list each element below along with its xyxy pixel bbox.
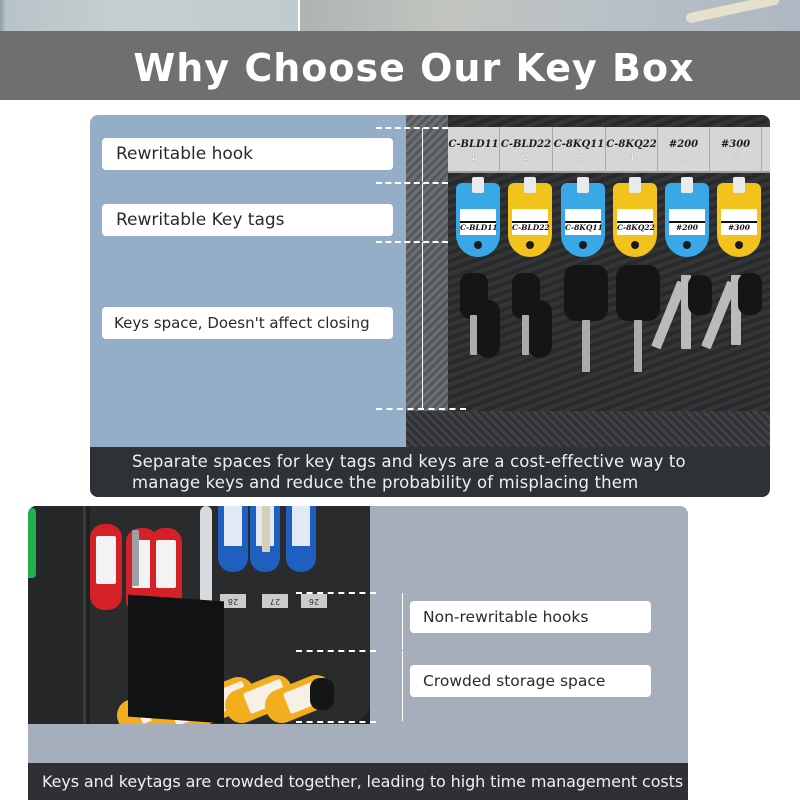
blue-key-tag [286,506,316,572]
dimension-guide [376,127,448,129]
dimension-arrow [402,593,403,650]
key-fob [688,275,712,315]
rewritable-hook-label: Rewritable hook [102,138,393,170]
rail-slot: C-BLD22 2 [500,127,553,173]
divider-flap [128,595,224,724]
dimension-guide [296,650,376,652]
car-key-remote [528,300,552,358]
key-tag: #200 [665,183,709,257]
hook-label-rail [448,127,770,173]
key-tag: C-8KQ11 [561,183,605,257]
our-key-box-card [90,115,770,497]
dimension-guide [376,241,448,243]
room-photo [300,0,800,31]
dimension-guide [296,721,376,723]
rail-slot: C-BLD11 1 [448,127,500,173]
dimension-guide [296,592,376,594]
rail-slot: C-8KQ22 4 [606,127,658,173]
page-title: Why Choose Our Key Box [133,45,695,90]
other-key-box-card [28,506,688,800]
our-box-caption: Separate spaces for key tags and keys are a cost-effective way to manage keys and reduce the probability of misplacing them [90,447,770,497]
key-tag: #300 [717,183,761,257]
car-key-remote [476,300,500,358]
non-rewritable-hooks-label: Non-rewritable hooks [410,601,651,633]
rewritable-key-tags-label: Rewritable Key tags [102,204,393,236]
dimension-guide [376,182,448,184]
key-tag: C-BLD11 [456,183,500,257]
blue-key-tag [218,506,248,572]
dimension-arrow [422,242,423,408]
hook-number: 26 [301,594,327,608]
car-key [564,265,608,321]
car-key [616,265,660,321]
crowded-storage-label: Crowded storage space [410,665,651,697]
keys-space-label: Keys space, Doesn't affect closing [102,307,393,339]
hook-number: 28 [220,594,246,608]
other-box-caption: Keys and keytags are crowded together, leading to high time management costs [28,763,688,800]
title-banner [0,31,800,100]
hook-number: 27 [262,594,288,608]
textured-surface-photo [0,0,298,31]
rail-slot: #300 6 [710,127,762,173]
rail-slot: C-8KQ11 3 [553,127,606,173]
dimension-arrow [422,128,423,182]
key-fob [738,273,762,315]
rail-slot: #200 5 [658,127,710,173]
top-photo-strip [0,0,800,31]
dimension-guide [376,408,466,410]
box-door [28,506,86,724]
key-box-photo [406,115,770,447]
dimension-arrow [402,651,403,721]
key-tag: C-8KQ22 [613,183,657,257]
dimension-arrow [422,183,423,241]
key-head [310,678,334,710]
crowded-key-box-photo [28,506,370,724]
key-tag: C-BLD22 [508,183,552,257]
red-key-tag [90,524,122,610]
